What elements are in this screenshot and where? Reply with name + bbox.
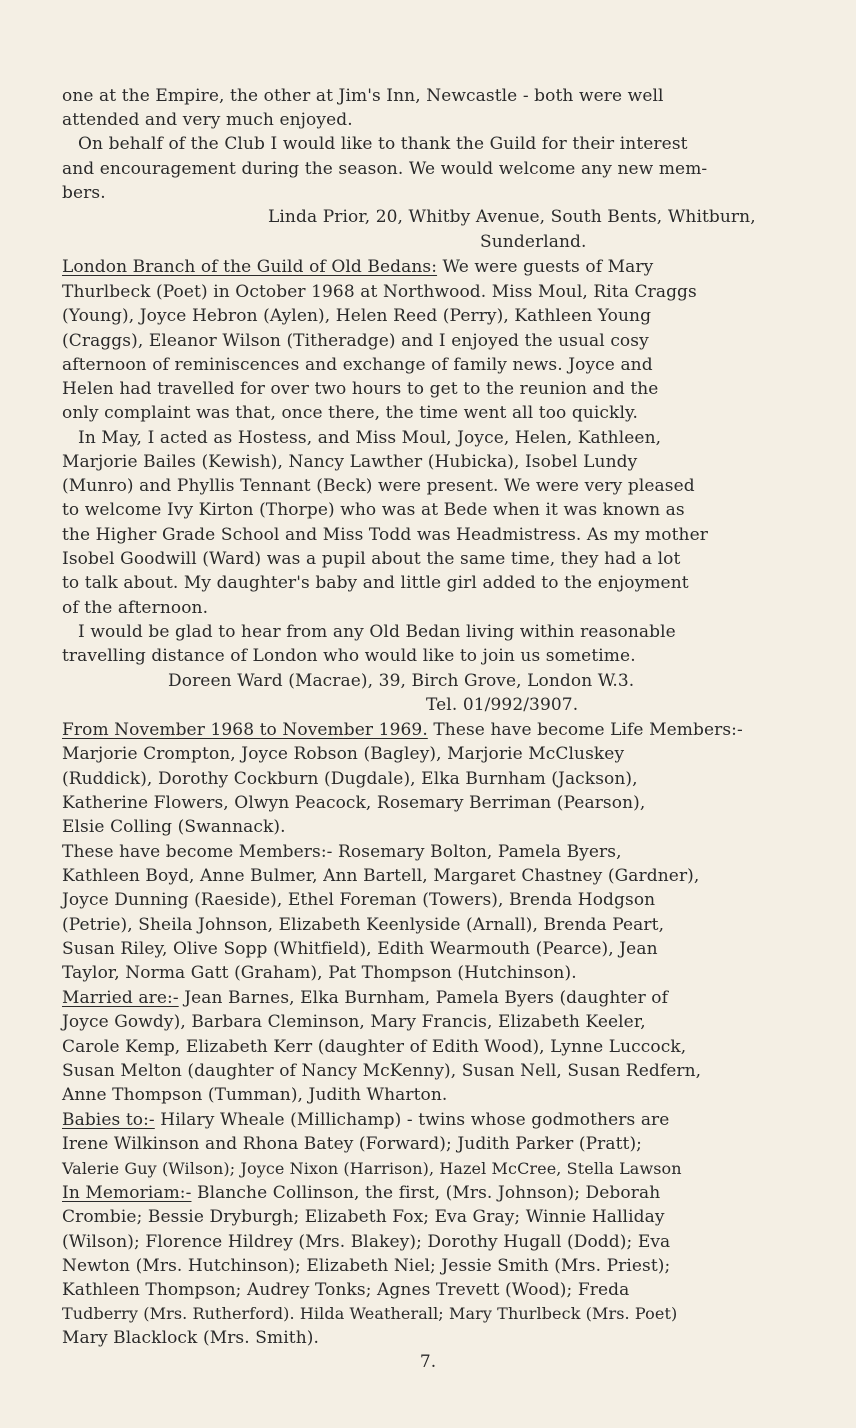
text-line: attended and very much enjoyed. [62,110,353,130]
signature-line: Linda Prior, 20, Whitby Avenue, South Bents, Whitburn, [268,207,756,227]
text-line: Marjorie Crompton, Joyce Robson (Bagley), Marjorie McCluskey [62,744,625,764]
section-heading: London Branch of the Guild of Old Bedans: [62,257,438,277]
text-span: Jean Barnes, Elka Burnham, Pamela Byers (daughter of [178,988,669,1008]
section-heading: From November 1968 to November 1969. [62,720,428,740]
text-line: Susan Riley, Olive Sopp (Whitfield), Edith Wearmouth (Pearce), Jean [62,939,658,959]
text-line: Isobel Goodwill (Ward) was a pupil about the same time, they had a lot [62,549,681,569]
text-line: Kathleen Boyd, Anne Bulmer, Ann Bartell, Margaret Chastney (Gardner), [62,866,700,886]
text-line [62,1108,804,1132]
text-line: Katherine Flowers, Olwyn Peacock, Rosemary Berriman (Pearson), [62,793,646,813]
text-line [62,986,804,1010]
text-line: Irene Wilkinson and Rhona Batey (Forward); Judith Parker (Pratt); [62,1134,643,1154]
text-line: and encouragement during the season. We would welcome any new mem- [62,159,708,179]
text-line: Thurlbeck (Poet) in October 1968 at Northwood. Miss Moul, Rita Craggs [62,282,697,302]
text-line: These have become Members:- Rosemary Bolton, Pamela Byers, [62,842,622,862]
text-line: Crombie; Bessie Dryburgh; Elizabeth Fox; Eva Gray; Winnie Halliday [62,1207,665,1227]
text-line: travelling distance of London who would like to join us sometime. [62,646,636,666]
text-line: Susan Melton (daughter of Nancy McKenny), Susan Nell, Susan Redfern, [62,1061,702,1081]
text-span: These have become Life Members:- [427,720,743,740]
section-heading: Married are:- [62,988,179,1008]
text-line: the Higher Grade School and Miss Todd was Headmistress. As my mother [62,525,708,545]
text-line: Mary Blacklock (Mrs. Smith). [62,1328,319,1348]
text-line: Kathleen Thompson; Audrey Tonks; Agnes Trevett (Wood); Freda [62,1280,630,1300]
text-line: Carole Kemp, Elizabeth Kerr (daughter of Edith Wood), Lynne Luccock, [62,1037,687,1057]
text-line [62,255,804,279]
page-number: 7. [419,1352,437,1372]
text-line: Tudberry (Mrs. Rutherford). Hilda Weatherall; Mary Thurlbeck (Mrs. Poet) [62,1304,678,1323]
text-line: Newton (Mrs. Hutchinson); Elizabeth Niel; Jessie Smith (Mrs. Priest); [62,1256,671,1276]
text-line: bers. [62,183,106,203]
text-line: (Ruddick), Dorothy Cockburn (Dugdale), Elka Burnham (Jackson), [62,769,638,789]
text-line: (Young), Joyce Hebron (Aylen), Helen Reed (Perry), Kathleen Young [62,306,652,326]
text-line: On behalf of the Club I would like to thank the Guild for their interest [78,134,688,154]
text-line: afternoon of reminiscences and exchange of family news. Joyce and [62,355,653,375]
text-line: to welcome Ivy Kirton (Thorpe) who was at Bede when it was known as [62,500,685,520]
text-line: one at the Empire, the other at Jim's Inn, Newcastle - both were well [62,86,664,106]
section-heading: Babies to:- [62,1110,155,1130]
text-line [62,718,804,742]
text-line: to talk about. My daughter's baby and little girl added to the enjoyment [62,573,689,593]
signature-line: Tel. 01/992/3907. [426,695,579,715]
text-line: Joyce Gowdy), Barbara Cleminson, Mary Francis, Elizabeth Keeler, [62,1012,646,1032]
text-line: (Wilson); Florence Hildrey (Mrs. Blakey); Dorothy Hugall (Dodd); Eva [62,1232,671,1252]
text-line: Elsie Colling (Swannack). [62,817,286,837]
text-line: Helen had travelled for over two hours to get to the reunion and the [62,379,659,399]
text-span: Blanche Collinson, the first, (Mrs. Johnson); Deborah [191,1183,661,1203]
signature-line: Doreen Ward (Macrae), 39, Birch Grove, London W.3. [168,671,635,691]
text-line: (Petrie), Sheila Johnson, Elizabeth Keenlyside (Arnall), Brenda Peart, [62,915,665,935]
section-heading: In Memoriam:- [62,1183,192,1203]
text-span: We were guests of Mary [437,257,654,277]
text-line: Valerie Guy (Wilson); Joyce Nixon (Harrison), Hazel McCree, Stella Lawson [62,1159,682,1178]
text-line: Marjorie Bailes (Kewish), Nancy Lawther (Hubicka), Isobel Lundy [62,452,638,472]
text-line: Anne Thompson (Tumman), Judith Wharton. [62,1085,448,1105]
text-line: I would be glad to hear from any Old Bedan living within reasonable [78,622,676,642]
signature-line: Sunderland. [480,232,587,252]
text-line: Taylor, Norma Gatt (Graham), Pat Thompson (Hutchinson). [62,963,577,983]
text-line: only complaint was that, once there, the time went all too quickly. [62,403,638,423]
text-line: (Munro) and Phyllis Tennant (Beck) were present. We were very pleased [62,476,695,496]
text-line: of the afternoon. [62,598,209,618]
text-line: Joyce Dunning (Raeside), Ethel Foreman (Towers), Brenda Hodgson [62,890,656,910]
text-line [62,1181,804,1205]
text-line: In May, I acted as Hostess, and Miss Moul, Joyce, Helen, Kathleen, [78,428,662,448]
text-line: (Craggs), Eleanor Wilson (Titheradge) and I enjoyed the usual cosy [62,331,649,351]
text-span: Hilary Wheale (Millichamp) - twins whose godmothers are [154,1110,670,1130]
